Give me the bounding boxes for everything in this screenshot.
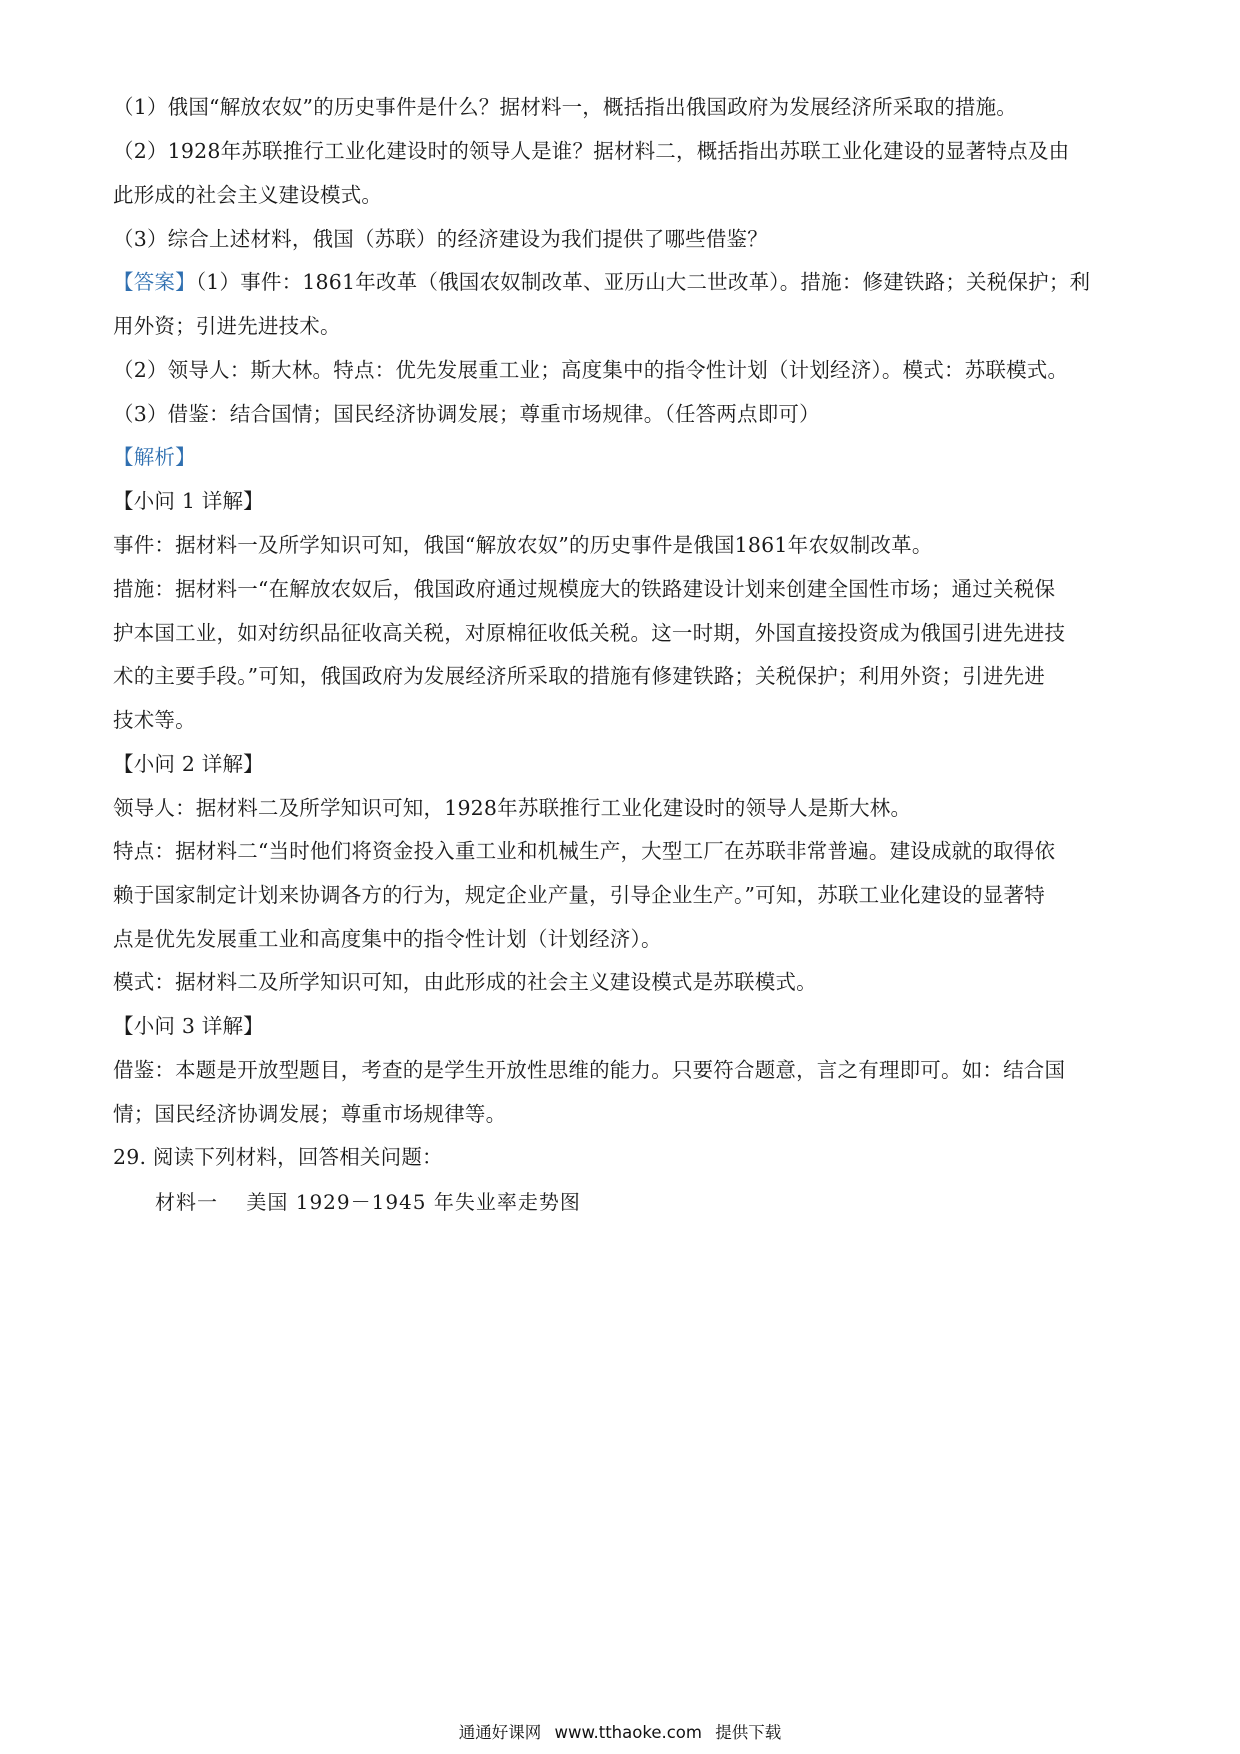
question-3: （3）综合上述材料，俄国（苏联）的经济建设为我们提供了哪些借鉴？ — [113, 227, 768, 251]
sub-question-1-heading: 【小问 1 详解】 — [113, 489, 264, 513]
question-2-line-2: 此形成的社会主义建设模式。 — [113, 183, 383, 207]
footer-suffix: 提供下载 — [715, 1723, 782, 1742]
sub-question-1-event: 事件：据材料一及所学知识可知，俄国“解放农奴”的历史事件是俄国1861年农奴制改革。 — [113, 533, 933, 557]
sub-question-2-model: 模式：据材料二及所学知识可知，由此形成的社会主义建设模式是苏联模式。 — [113, 970, 817, 994]
sub-question-2-feature-line-1: 特点：据材料二“当时他们将资金投入重工业和机械生产，大型工厂在苏联非常普遍。建设成就的取得依 — [113, 839, 1056, 863]
answer-1-line-2: 用外资；引进先进技术。 — [113, 314, 341, 338]
sub-question-1-measure-line-1: 措施：据材料一“在解放农奴后，俄国政府通过规模庞大的铁路建设计划来创建全国性市场；通过关税保 — [113, 577, 1056, 601]
sub-question-2-feature-line-3: 点是优先发展重工业和高度集中的指令性计划（计划经济）。 — [113, 927, 662, 951]
question-1: （1）俄国“解放农奴”的历史事件是什么？据材料一，概括指出俄国政府为发展经济所采取的措施。 — [113, 95, 1018, 119]
material-1-caption: 材料一 美国 1929－1945 年失业率走势图 — [155, 1190, 581, 1214]
answer-3: （3）借鉴：结合国情；国民经济协调发展；尊重市场规律。（任答两点即可） — [113, 402, 820, 426]
sub-question-3-line-1: 借鉴：本题是开放型题目，考查的是学生开放性思维的能力。只要符合题意，言之有理即可。如：结合国 — [113, 1058, 1066, 1082]
answer-1-line-1: （1）事件：1861年改革（俄国农奴制改革、亚历山大二世改革）。措施：修建铁路；关税保护；利 — [195, 270, 1091, 294]
page-footer — [0, 1722, 1240, 1744]
sub-question-1-measure-line-3: 术的主要手段。”可知，俄国政府为发展经济所采取的措施有修建铁路；关税保护；利用外资；引进先进 — [113, 664, 1045, 688]
answer-2: （2）领导人：斯大林。特点：优先发展重工业；高度集中的指令性计划（计划经济）。模式：苏联模式。 — [113, 358, 1069, 382]
answer-tag: 【答案】 — [113, 270, 196, 294]
question-29-stem: 29. 阅读下列材料，回答相关问题： — [113, 1145, 443, 1169]
sub-question-2-heading: 【小问 2 详解】 — [113, 752, 264, 776]
sub-question-3-heading: 【小问 3 详解】 — [113, 1014, 264, 1038]
sub-question-1-measure-line-2: 护本国工业，如对纺织品征收高关税，对原棉征收低关税。这一时期，外国直接投资成为俄国引进先进技 — [113, 621, 1066, 645]
sub-question-2-leader: 领导人：据材料二及所学知识可知，1928年苏联推行工业化建设时的领导人是斯大林。 — [113, 796, 912, 820]
sub-question-2-feature-line-2: 赖于国家制定计划来协调各方的行为，规定企业产量，引导企业生产。”可知，苏联工业化建设的显著特 — [113, 883, 1045, 907]
question-2-line-1: （2）1928年苏联推行工业化建设时的领导人是谁？据材料二，概括指出苏联工业化建设的显著特点及由 — [113, 139, 1070, 163]
footer-url[interactable]: www.tthaoke.com — [554, 1723, 702, 1742]
sub-question-1-measure-line-4: 技术等。 — [113, 708, 196, 732]
footer-site-name: 通通好课网 — [458, 1723, 542, 1742]
analysis-tag: 【解析】 — [113, 445, 196, 469]
answer-line-1 — [113, 268, 1123, 296]
sub-question-3-line-2: 情；国民经济协调发展；尊重市场规律等。 — [113, 1102, 507, 1126]
